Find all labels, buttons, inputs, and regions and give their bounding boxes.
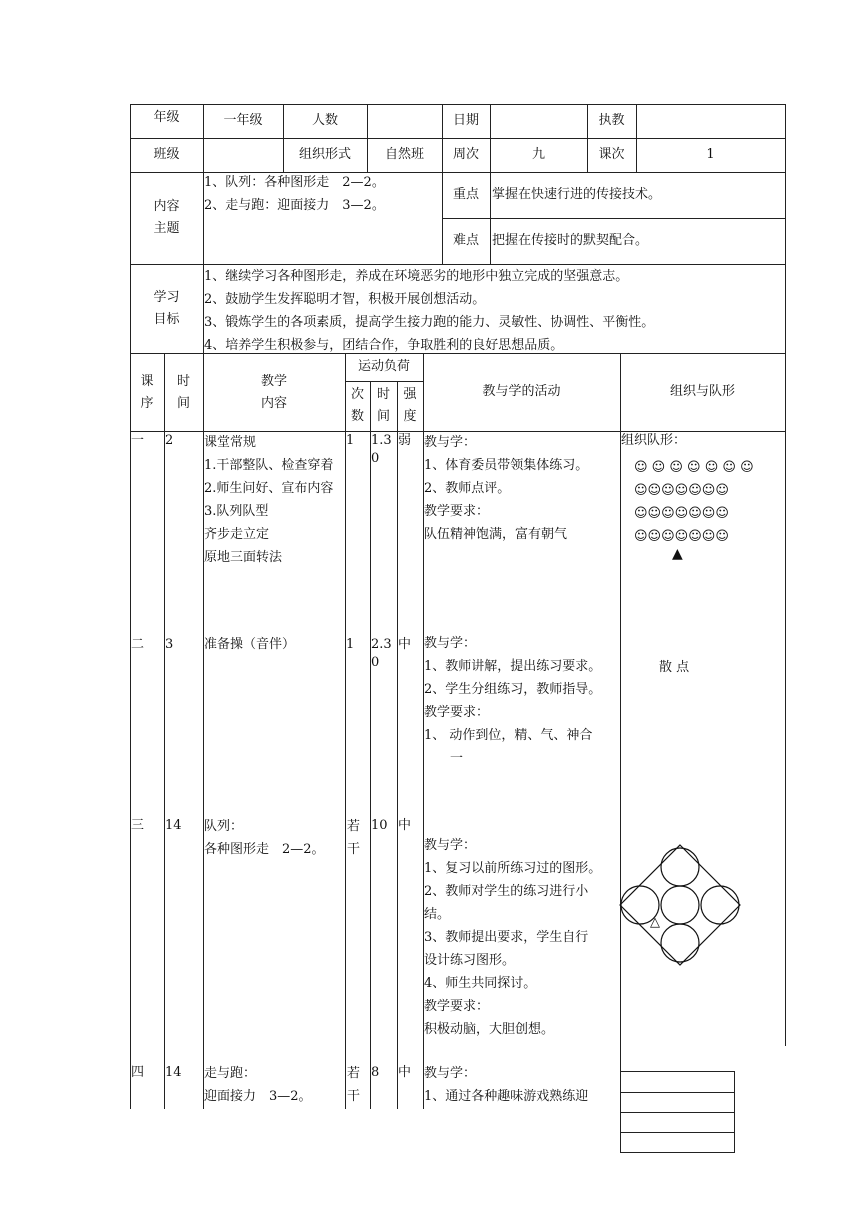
col-time-char: 时 [176, 374, 190, 389]
row-activity-line: 2、学生分组练习，教师指导。 [424, 682, 602, 697]
org-form-value: 自然班 [384, 147, 424, 162]
col-intensity-char: 度 [403, 409, 417, 424]
student-row: ☺☺☺☺☺☺☺ [634, 529, 729, 544]
col-duration-char: 间 [376, 409, 390, 424]
row-times-char: 若 [347, 819, 361, 834]
row-times: 1 [346, 433, 355, 448]
row-times-char: 干 [347, 842, 361, 857]
row-activity-line: 1、 动作到位，精、气、神合 [424, 728, 593, 743]
week-label: 周次 [452, 147, 479, 162]
row-intensity: 中 [398, 637, 412, 652]
row-content [204, 815, 325, 861]
row-seq: 三 [131, 818, 145, 833]
col-times-char: 数 [350, 409, 364, 424]
table-border-left [130, 104, 131, 1109]
row-time: 3 [165, 637, 174, 652]
row-content-line: 3.队列队型 [204, 504, 269, 519]
col-load: 运动负荷 [357, 359, 410, 374]
table-rule [345, 353, 346, 1109]
table-rule [130, 172, 786, 173]
student-row: ☺☺☺☺☺☺☺ [634, 483, 729, 498]
content-item: 2、走与跑：迎面接力 3—2。 [204, 198, 385, 213]
lesson-value: 1 [706, 147, 715, 162]
row-times [347, 815, 360, 861]
student-row: ☺☺☺☺☺☺☺ [634, 506, 729, 521]
row-activity [424, 834, 601, 1041]
goal-item: 3、锻炼学生的各项素质，提高学生接力跑的能力、灵敏性、协调性、平衡性。 [204, 315, 655, 330]
col-content-line: 教学 [260, 374, 287, 389]
col-times [345, 386, 370, 426]
row-seq: 二 [131, 637, 145, 652]
formation-circle [661, 924, 699, 962]
formation-circle [661, 886, 699, 924]
table-border-right [785, 104, 786, 431]
col-content-line: 内容 [260, 396, 287, 411]
row-content-line: 准备操（音伴） [204, 637, 296, 652]
goals-label-line: 目标 [153, 312, 180, 327]
row-activity-line: 教学要求： [424, 705, 490, 720]
table-rule [490, 104, 491, 264]
table-border-right [785, 431, 786, 1046]
row-seq: 四 [131, 1065, 145, 1080]
row-activity-line: 4、师生共同探讨。 [424, 976, 537, 991]
row-intensity: 弱 [398, 433, 412, 448]
row-activity-line: 教学要求： [424, 999, 490, 1014]
row-activity-line: 一 [424, 751, 464, 766]
row-activity-line: 3、教师提出要求，学生自行 [424, 930, 589, 945]
difficulty-label: 难点 [452, 233, 479, 248]
diamond-outline [620, 845, 740, 965]
row-activity-line: 队伍精神饱满，富有朝气 [424, 527, 568, 542]
row-times [347, 1062, 360, 1108]
col-time-char: 间 [176, 396, 190, 411]
org-form-label: 组织形式 [298, 147, 351, 162]
row-activity [424, 1062, 588, 1108]
row-times-char: 若 [347, 1066, 361, 1081]
col-seq-char: 序 [140, 396, 154, 411]
key-point-text: 掌握在快速行进的传接技术。 [492, 187, 662, 202]
formation-circle [701, 886, 739, 924]
circle-formation-diagram [618, 843, 742, 967]
col-seq [130, 373, 164, 413]
teacher-marker: ▲ [672, 546, 683, 562]
row-activity-line: 2、教师点评。 [424, 481, 511, 496]
row-activity-line: 教与学： [424, 1066, 477, 1081]
row-intensity: 中 [398, 1065, 412, 1080]
goal-item: 2、鼓励学生发挥聪明才智，积极开展创想活动。 [204, 292, 486, 307]
row-activity [424, 431, 588, 546]
count-label: 人数 [311, 113, 338, 128]
row-activity-line: 教与学： [424, 838, 477, 853]
col-duration-char: 时 [376, 387, 390, 402]
row-activity-line: 积极动脑，大胆创想。 [424, 1022, 555, 1037]
table-rule [397, 381, 398, 1109]
lesson-label: 课次 [598, 147, 625, 162]
row-content-line: 各种图形走 2—2。 [204, 842, 325, 857]
lane-line [621, 1132, 735, 1133]
grade-label: 年级 [153, 110, 180, 125]
teacher-marker: △ [650, 915, 660, 930]
formation-circle [661, 848, 699, 886]
row-content-line: 齐步走立定 [204, 527, 270, 542]
row-duration-line: 0 [371, 655, 380, 670]
row-content [204, 431, 333, 569]
col-activity: 教与学的活动 [482, 384, 561, 399]
row-content-line: 迎面接力 3—2。 [204, 1089, 312, 1104]
content-label-line: 主题 [153, 221, 180, 236]
row-duration-line: 1.3 [371, 433, 392, 448]
row-duration: 8 [371, 1065, 380, 1080]
row-content-line: 课堂常规 [204, 435, 257, 450]
row-activity-line: 教与学： [424, 636, 477, 651]
goal-item: 1、继续学习各种图形走，养成在环境恶劣的地形中独立完成的坚强意志。 [204, 269, 629, 284]
student-row: ☺ ☺ ☺ ☺ ☺ ☺ ☺ [634, 460, 754, 475]
row-activity-line: 1、通过各种趣味游戏熟练迎 [424, 1089, 589, 1104]
row-intensity: 中 [398, 818, 412, 833]
col-times-char: 次 [350, 387, 364, 402]
org-scatter-text: 散 点 [659, 660, 690, 675]
org-title: 组织队形： [621, 433, 687, 448]
row-activity [424, 632, 601, 770]
relay-lanes-diagram [620, 1071, 735, 1153]
col-duration [370, 386, 397, 426]
col-organization: 组织与队形 [669, 384, 735, 399]
row-times: 1 [346, 637, 355, 652]
row-duration: 10 [371, 818, 388, 833]
content-item: 1、队列：各种图形走 2—2。 [204, 175, 385, 190]
difficulty-text: 把握在传接时的默契配合。 [492, 233, 649, 248]
date-label: 日期 [452, 113, 479, 128]
grade-value: 一年级 [223, 113, 263, 128]
week-value: 九 [531, 147, 545, 162]
row-duration-line: 2.3 [371, 637, 392, 652]
col-seq-char: 课 [140, 374, 154, 389]
teacher-label: 执教 [598, 113, 625, 128]
row-activity-line: 设计练习图形。 [424, 953, 516, 968]
table-border-top [130, 104, 786, 105]
table-rule [442, 218, 786, 219]
goals-label-line: 学习 [153, 290, 180, 305]
row-activity-line: 结。 [424, 907, 451, 922]
row-times-char: 干 [347, 1089, 361, 1104]
row-activity-line: 教与学： [424, 435, 477, 450]
row-content-line: 2.师生问好、宣布内容 [204, 481, 334, 496]
row-content [204, 1062, 312, 1108]
key-point-label: 重点 [452, 187, 479, 202]
row-duration-line: 0 [371, 451, 380, 466]
student-formation [634, 456, 754, 548]
row-seq: 一 [131, 433, 145, 448]
row-content-line: 走与跑： [204, 1066, 257, 1081]
table-rule [164, 353, 165, 1109]
row-activity-line: 2、教师对学生的练习进行小 [424, 884, 589, 899]
goal-item: 4、培养学生积极参与，团结合作，争取胜利的良好思想品质。 [204, 338, 564, 353]
lane-line [621, 1112, 735, 1113]
row-content-line: 队列： [204, 819, 244, 834]
row-time: 14 [165, 1065, 182, 1080]
goals-list [204, 265, 654, 357]
class-label: 班级 [153, 147, 180, 162]
row-content-line: 1.干部整队、检查穿着 [204, 458, 334, 473]
col-time [164, 373, 203, 413]
lane-line [621, 1092, 735, 1093]
row-activity-line: 1、教师讲解，提出练习要求。 [424, 659, 602, 674]
col-intensity-char: 强 [403, 387, 417, 402]
table-rule [370, 381, 371, 1109]
table-rule [345, 381, 423, 382]
content-label-line: 内容 [153, 199, 180, 214]
content-label [130, 198, 203, 238]
row-activity-line: 1、复习以前所练习过的图形。 [424, 861, 602, 876]
col-content [203, 373, 345, 413]
row-activity-line: 1、体育委员带领集体练习。 [424, 458, 589, 473]
row-time: 2 [165, 433, 174, 448]
goals-label [130, 289, 203, 329]
col-intensity [397, 386, 423, 426]
row-content-line: 原地三面转法 [204, 550, 283, 565]
row-duration [371, 636, 392, 672]
row-duration [371, 432, 392, 468]
row-activity-line: 教学要求： [424, 504, 490, 519]
table-rule [620, 353, 621, 1109]
table-rule [130, 138, 786, 139]
row-time: 14 [165, 818, 182, 833]
